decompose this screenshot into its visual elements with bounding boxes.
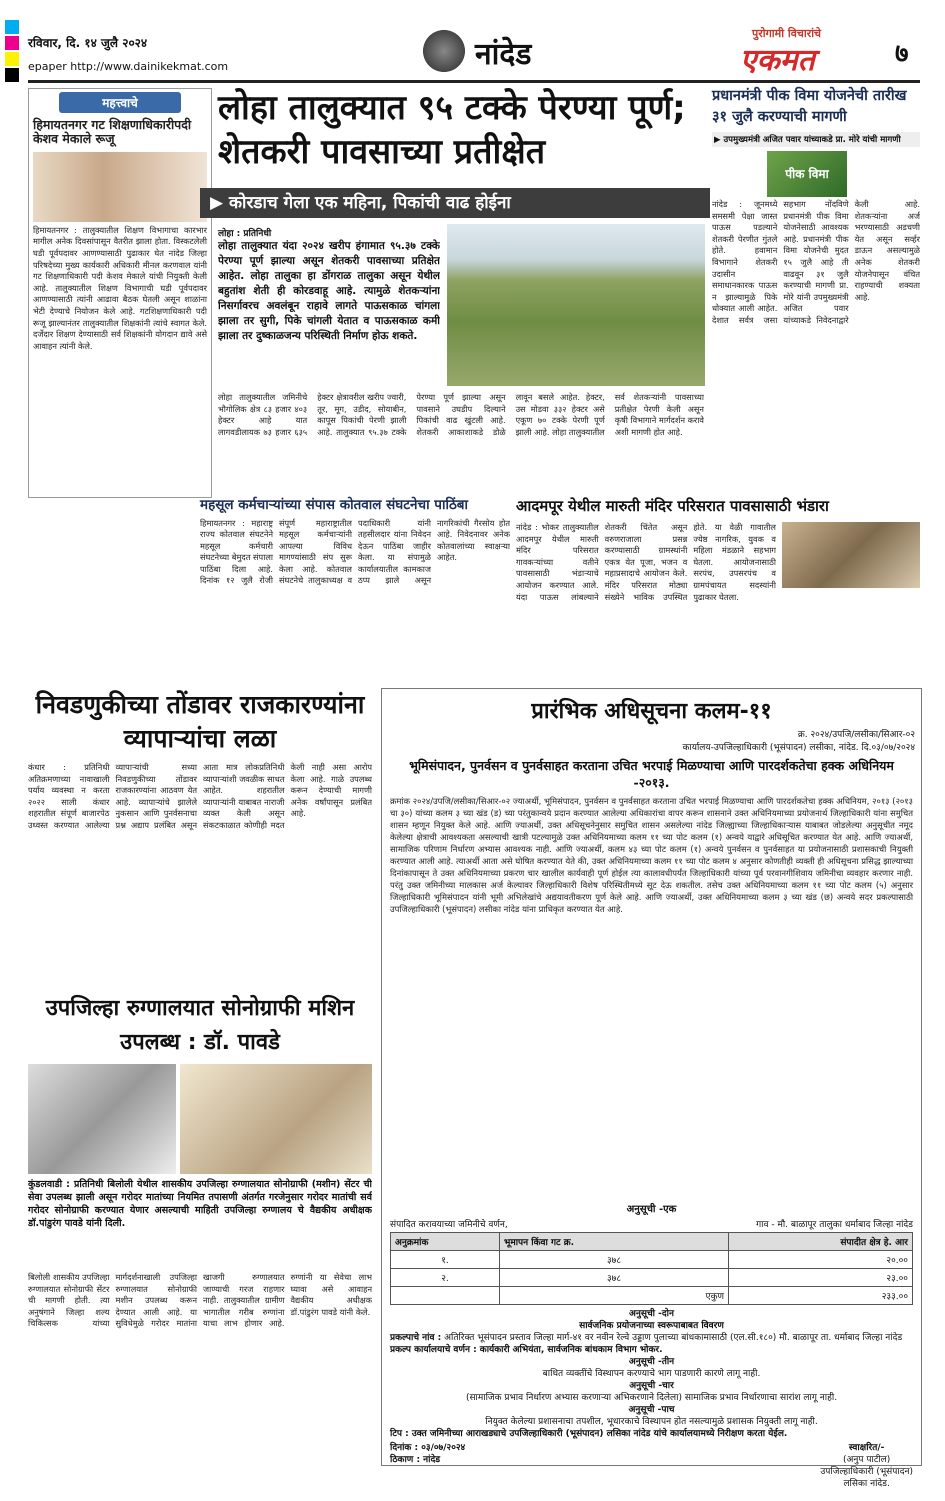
arrow-right-icon: ▶: [210, 193, 224, 213]
project-name: अतिरिक्त भूसंपादन प्रस्ताव जिल्हा मार्ग-४१ वर नवीन रेल्वे उड्डाण पुलाच्या बांधकामासाठी (एल.सी.१८०) मौ. बाळापूर ता. धर्माबाद जिल्हा नांदेड: [444, 1333, 903, 1343]
crop-insurance-body: नांदेड : जूनमध्ये समसमी पेक्षा जास्त पाऊस पडल्याने शेतकरी पेरणीत गुंतले होते. हवामान विभागाने शेतकरी उदासीन समाधानकारक पाऊस न झाल्यामुळे पिके धोक्यात आली आहेत. देशात सर्वत्र जसा सहभाग नोंदविणे प्रधानमंत्री पीक विमा योजनेसाठी आवश्यक आहे. प्रधानमंत्री पीक विमा योजनेची मुदत १५ जुलै आहे ती वाढवून ३१ जुलै करण्याची मागणी प्रा. मोरे यांनी उपमुख्यमंत्री अजित पवार यांच्याकडे निवेदनाद्वारे केली आहे. शेतकऱ्यांना अर्ज भरण्यासाठी अडचणी येत असून सर्व्हर डाऊन असल्यामुळे अनेक शेतकरी योजनेपासून वंचित राहण्याची शक्यता आहे.: [712, 199, 920, 325]
sign-office: लसिका नांदेड.: [843, 1479, 890, 1489]
table-header: भूमापन किंवा गट क्र.: [500, 1233, 729, 1250]
schedule-four-text: (सामाजिक प्रभाव निर्धारण अभ्यास करणाऱ्या अभिकरणाने दिलेला) सामाजिक प्रभाव निर्धारणाचा सारांश लागू नाही.: [465, 1393, 838, 1403]
city-emblem-icon: [418, 28, 470, 74]
schedules: [382, 1305, 921, 1493]
lead-intro: लोहा तालुक्यात यंदा २०२४ खरीप हंगामात ९५.३७ टक्के पेरण्या पूर्ण झाल्या असून शेतकरी पावसाच्या प्रतिक्षेत आहेत. लोहा तालुका हा डोंगराळ तालुका असून येथील बहुतांश शेती ही कोरडवाहू आहे. त्यामुळे शेतकऱ्यांना निसर्गावरच अवलंबून राहावे लागते पाऊसकाळ चांगला झाला तर सुगी, पिके चांगली येतात व पाऊसकाळ कमी झाला तर दुष्काळजन्य परिस्थिती निर्माण होऊ शकते.: [218, 240, 440, 342]
table-caption: [382, 1215, 921, 1232]
hospital-body: बिलोली शासकीय उपजिल्हा रुग्णालयात सोनोग्राफी सेंटर ची मागणी होती. त्या अनुषंगाने जिल्हा शल्य चिकित्सक यांच्या मार्गदर्शनाखाली उपजिल्हा रुग्णालयात सोनोग्राफी मशीन उपलब्ध करून देण्यात आली आहे. या सुविधेमुळे गरोदर मातांना खाजगी रुग्णालयात जाण्याची गरज राहणार नाही. तालुक्यातील ग्रामीण भागातील गरीब रुग्णांना याचा लाभ होणार आहे. रुग्णांनी या सेवेचा लाभ घ्यावा असे आवाहन वैद्यकीय अधीक्षक डॉ.पांडुरंग पावडे यांनी केले.: [28, 1272, 372, 1329]
strike-body: हिमायतनगर : महाराष्ट्र राज्य कोतवाल संघटनेने महसूल कर्मचारी संघटनेच्या बेमुदत संपाला पाठिंबा दिला आहे. दिनांक १२ जुलै रोजी संपूर्ण महाराष्ट्रातील महसूल कर्मचाऱ्यांनी आपल्या विविध मागण्यांसाठी संप सुरू केला आहे. कोतवाल संघटनेचे तालुकाध्यक्ष व पदाधिकारी यांनी तहसीलदार यांना निवेदन देऊन पाठिंबा जाहीर केला. या संपामुळे कार्यालयातील कामकाज ठप्प झाले असून नागरिकांची गैरसोय होत आहे. निवेदनावर अनेक कोतवालांच्या स्वाक्षऱ्या आहेत.: [200, 517, 510, 586]
table-cell: २३.००: [886, 1274, 908, 1284]
table-row: [391, 1251, 912, 1269]
lead-dateline: लोहा : प्रतिनिधी: [218, 229, 272, 239]
table-header: अनुक्रमांक: [391, 1233, 500, 1250]
sidebar-column: [28, 88, 212, 498]
sidebar-title: हिमायतनगर गट शिक्षणाधिकारीपदी केशव मेकाले रूजू: [33, 117, 192, 147]
project-label: प्रकल्पाचे नांव :: [390, 1333, 442, 1343]
schedule-two-label: अनुसूची -दोन: [629, 1309, 674, 1319]
header-rule: [28, 80, 920, 83]
table-row: [391, 1269, 912, 1287]
farm-field-photo: [447, 224, 705, 386]
politics-story: [28, 688, 372, 988]
crop-insurance-image: [767, 151, 847, 197]
notice-place: ठिकाण : नांदेड: [390, 1455, 441, 1465]
schedule-two-sub: सार्वजनिक प्रयोजनाच्या स्वरूपाबाबत विवरण: [579, 1321, 724, 1331]
doctor-photo: [180, 1064, 372, 1174]
table-cell: २०.००: [886, 1256, 908, 1266]
temple-body-cont: [782, 592, 920, 662]
notice-footer: [390, 1442, 913, 1490]
epaper-url[interactable]: epaper http://www.dainikekmat.com: [28, 60, 229, 73]
temple-photo: [782, 522, 920, 588]
table-total-row: [391, 1287, 912, 1304]
hospital-story: [28, 992, 372, 1462]
schedule-five-label: अनुसूची -पाच: [628, 1405, 675, 1415]
table-total-value: २३३.००: [881, 1292, 908, 1302]
cmyk-mark-icon: [5, 36, 19, 50]
edition-date: रविवार, दि. १४ जुलै २०२४: [28, 36, 148, 50]
notice-office: कार्यालय-उपजिल्हाधिकारी (भूसंपादन) लसीका, नांदेड. दि.०३/०७/२०२४: [682, 743, 915, 753]
land-table: [390, 1232, 913, 1305]
lead-intro-box: [218, 226, 440, 386]
sonography-photo: [28, 1064, 372, 1174]
right-story: [712, 86, 920, 496]
cmyk-mark-icon: [5, 20, 19, 34]
cmyk-mark-icon: [5, 52, 19, 66]
crop-insurance-subhead: [712, 132, 920, 147]
logo-tagline: पुरोगामी विचारांचे: [752, 27, 822, 40]
lead-body: लोहा तालुक्यातील जमिनीचे भौगोलिक क्षेत्र ८३ हजार ४०३ हेक्टर आहे यात लागवडीलायक ७३ हजार ६३५ हेक्टर क्षेत्रावरील खरीप ज्वारी, तूर, मूग, उडीद, सोयाबीन, कापूस पिकांची पेरणी झाली आहे. तालुक्यात ९५.३७ टक्के पेरण्या पूर्ण झाल्या असून पावसाने उघडीप दिल्याने पिकांची वाढ खुंटली आहे. शेतकरी आकाशाकडे डोळे लावून बसले आहेत. हेक्टर, उस मोडवा ३३२ हेक्टर असे एकूण ७० टक्के पेरणी पूर्ण झाली आहे. लोहा तालुक्यातील सर्व शेतकऱ्यांनी पावसाच्या प्रतीक्षेत पेरणी केली असून कृषी विभागाने मार्गदर्शन करावे अशी मागणी होत आहे.: [218, 392, 704, 437]
table-caption-left: संपादित करावयाच्या जमिनीचे वर्णन,: [390, 1220, 508, 1230]
strike-story: [200, 498, 510, 678]
table-header-row: [391, 1233, 912, 1251]
sidebar-badge: महत्त्वाचे: [59, 92, 181, 113]
notice-act: भूमिसंपादन, पुनर्वसन व पुनर्वसाहत करताना उचित भरपाई मिळण्याचा आणि पारदर्शकतेचा हक्क अधिनियम -२०१३.: [409, 758, 894, 790]
table-cell: ३७८: [500, 1251, 729, 1268]
arrow-right-icon: ▶: [714, 135, 721, 145]
project-line: [390, 1332, 913, 1344]
lead-subhead: [200, 188, 710, 218]
notice-body: क्रमांक २०२४/उपजि/लसीका/सिआर-०२ ज्याअर्थी, भूमिसंपादन, पुनर्वसन व पुनर्वसाहत करताना उचित भरपाई मिळण्याचा आणि पारदर्शकतेचा हक्क अधिनियम, २०१३ (२०१३ चा ३०) यांच्या कलम ३ च्या खंड (ड) च्या परंतुकान्वये प्रदान करण्यात आलेल्या अधिकारांचा वापर करून शासनाने उक्त अधिनियमाच्या प्रयोजनार्थ जिल्हाधिकारी यांना समुचित शासन म्हणून नियुक्त केले आहे. आणि ज्याअर्थी, उक्त अधिसूचनेनुसार समुचित शासन असलेल्या नांदेड जिल्ह्याच्या जिल्हाधिकाऱ्यास याबाबत जोडलेल्या अनुसूचीत नमूद केलेल्या क्षेत्राची आवश्यकता असल्याची खात्री पटल्यामुळे उक्त अधिनियमाच्या कलम ११ च्या पोट कलम (१) अन्वये याद्वारे अधिसूचित करण्यात येत आहे. आणि ज्याअर्थी, सामाजिक परिणाम निर्धारण अभ्यास आवश्यक नाही. आणि ज्याअर्थी, कलम ४३ च्या पोट कलम (१) अन्वये पुनर्वसन व पुनर्वसाहत या प्रयोजनासाठी प्रशासकाची नियुक्ती करण्यात आली आहे. त्याअर्थी आता असे घोषित करण्यात येते की, उक्त अधिनियमाच्या कलम ११ च्या पोट कलम ४ अनुसार कोणतीही व्यक्ती ही अधिसूचना प्रसिद्ध झाल्याच्या दिनांकापासून ते उक्त अधिनियमाच्या प्रकरण चार खालील कार्यवाही पूर्ण होईल त्या कालावधीपर्यंत जिल्हाधिकारी यांच्या पूर्व परवानगीशिवाय जमिनीचा व्यवहार करणार नाही. परंतु उक्त जमिनीच्या मालकास अर्ज केल्यावर जिल्हाधिकारी विशेष परिस्थितीमध्ये सूट देऊ शकतील. तसेच उक्त अधिनियमाच्या कलम ११ च्या पोट कलम (५) अनुसार जिल्हाधिकारी भूमिसंपादन यांनी भूमी अभिलेखांचे अद्ययावतीकरण पूर्ण केले आहे. आणि ज्याअर्थी, उक्त अधिनियमाच्या कलम ३ च्या खंड (छ) अन्वये सदर प्रकल्पासाठी उपजिल्हाधिकारी (भूसंपादन) लसीका नांदेड यांना प्राधिकृत करण्यात येत आहे.: [390, 796, 913, 914]
sidebar-body: हिमायतनगर : तालुक्यातील शिक्षण विभागाचा कारभार मागील अनेक दिवसांपासून वैतरीत झाला होता. विस्कटलेली घडी पूर्वपदावर आणण्यासाठी पुढाकार घेत नांदेड जिल्हा परिषदेच्या मुख्य कार्यकारी अधिकारी मीनल करणवाल यांनी गट शिक्षणाधिकारी पदी केशव मेकाले यांची नियुक्ती केली आहे. तालुक्यातील शिक्षण विभागाची घडी पूर्वपदावर आणण्यासाठी त्यांनी आढावा बैठक घेतली असून शाळांना भेटी देण्याचे नियोजन केले आहे. गटशिक्षणाधिकारी पदी रूजू झाल्यानंतर तालुक्यातील शिक्षकांनी त्यांचे स्वागत केले. दर्जेदार शिक्षण देण्यासाठी सर्व शिक्षकांनी योगदान द्यावे असे आवाहन त्यांनी केले.: [33, 224, 207, 351]
crop-insurance-image-label: पीक विमा: [785, 167, 829, 181]
table-cell: २.: [391, 1269, 500, 1286]
table-header: संपादीत क्षेत्र हे. आर: [840, 1238, 908, 1248]
schedule-three-text: बाधित व्यक्तींचे विस्थापन करण्याचे भाग पाडणारी कारणे लागू नाही.: [542, 1369, 761, 1379]
sonography-machine-image: [28, 1064, 176, 1174]
sign-label: स्वाक्षरित/-: [848, 1443, 885, 1453]
schedule-four-label: अनुसूची -चार: [629, 1381, 674, 1391]
page-number: ७: [895, 39, 909, 69]
temple-headline: आदमपूर येथील मारुती मंदिर परिसरात पावसासाठी भंडारा: [516, 497, 829, 515]
crop-insurance-headline: प्रधानमंत्री पीक विमा योजनेची तारीख ३१ जुलै करण्याची मागणी: [712, 88, 907, 125]
notice-tip: टिप : उक्त जमिनीच्या आराखड्याचे उपजिल्हाधिकारी (भूसंपादन) लसिका नांदेड यांचे कार्यालयामध्ये निरीक्षण करता येईल.: [390, 1429, 788, 1439]
crop-insurance-subhead-text: उपमुख्यमंत्री अजित पवार यांच्याकडे प्रा. मोरे यांची मागणी: [723, 135, 901, 145]
notice-title: प्रारंभिक अधिसूचना कलम-११: [531, 699, 772, 724]
section-city: नांदेड: [475, 37, 532, 72]
sign-title: उपजिल्हाधिकारी (भूसंपादन): [820, 1467, 913, 1477]
cmyk-mark-icon: [5, 68, 19, 82]
hospital-lead: कुंडलवाडी : प्रतिनिधी बिलोली येथील शासकीय उपजिल्हा रुग्णालयात सोनोग्राफी (मशीन) सेंटर ची सेवा उपलब्ध झाली असून गरोदर मातांच्या नियमित तपासणी अंतर्गत गरजेनुसार गरोदर मातांची सर्व गरोदर सोनोग्राफी करण्यात येणार असल्याची माहिती उपजिल्हा रुग्णालय चे वैद्यकीय अधीक्षक डॉ.पांडुरंग पावडे यांनी दिली.: [28, 1179, 372, 1229]
lead-headline: लोहा तालुक्यात ९५ टक्के पेरण्या पूर्ण; शेतकरी पावसाच्या प्रतीक्षेत: [218, 88, 686, 172]
lead-subhead-text: कोरडाच गेला एक महिना, पिकांची वाढ होईना: [229, 193, 511, 213]
table-caption-right: गाव - मौ. बाळापूर तालुका धर्माबाद जिल्हा नांदेड: [756, 1220, 913, 1230]
office-desc: प्रकल्प कार्यालयाचे वर्णन : कार्यकारी अभियंता, सार्वजनिक बांधकाम विभाग भोकर.: [390, 1345, 663, 1355]
table-total-label: एकुण: [500, 1287, 729, 1304]
table-cell: ३७८: [500, 1269, 729, 1286]
politics-body: कंधार : प्रतिनिधी अतिक्रमणाच्या नावाखाली पर्याय व्यवस्था न करता २०२२ साली कंधार शहरातील संपूर्ण बाजारपेठ उध्वस्त करण्यात आलेल्या व्यापाऱ्यांची सध्या निवडणुकीच्या तोंडावर राजकारण्यांना आठवण येत आहे. व्यापाऱ्यांचे झालेले नुकसान आणि पुनर्वसनाचा प्रश्न अद्याप प्रलंबित असून आता मात्र लोकप्रतिनिधी व्यापाऱ्यांशी जवळीक साधत आहेत. शहरातील व्यापाऱ्यांनी याबाबत नाराजी व्यक्त केली असून संकटकाळात कोणीही मदत केली नाही असा आरोप केला आहे. गाळे उपलब्ध करून देण्याची मागणी अनेक वर्षांपासून प्रलंबित आहे.: [28, 762, 372, 830]
sidebar-photo: [33, 152, 207, 222]
land-acquisition-notice: [381, 688, 922, 1489]
table-cell: १.: [391, 1251, 500, 1268]
politics-headline: निवडणुकीच्या तोंडावर राजकारण्यांना व्यापाऱ्यांचा लळा: [35, 690, 365, 753]
schedule-five-text: नियुक्त केलेल्या प्रशासनाचा तपशील, भूधारकाचे विस्थापन होत नसल्यामुळे प्रशासक नियुक्ती लागू नाही.: [485, 1417, 818, 1427]
schedule-three-label: अनुसूची -तीन: [628, 1357, 675, 1367]
newspaper-logo: एकमत: [740, 43, 815, 78]
sign-name: (अनुप पाटील): [843, 1455, 891, 1465]
schedule-one-label: अनुसूची -एक: [626, 1204, 677, 1215]
hospital-headline: उपजिल्हा रुग्णालयात सोनोग्राफी मशिन उपलब्ध : डॉ. पावडे: [45, 996, 355, 1055]
notice-date: दिनांक : ०३/०७/२०२४: [390, 1443, 466, 1453]
temple-body: नांदेड : भोकर तालुक्यातील आदमपूर येथील मारुती मंदिर परिसरात गावकऱ्यांच्या वतीने पावसासाठी भंडाऱ्याचे आयोजन करण्यात आले. यंदा पाऊस लांबल्याने शेतकरी चिंतेत असून वरुणराजाला प्रसन्न करण्यासाठी ग्रामस्थांनी एकत्र येत पूजा, भजन व महाप्रसादाचे आयोजन केले. मंदिर परिसरात मोठ्या संख्येने भाविक उपस्थित होते. या वेळी गावातील ज्येष्ठ नागरिक, युवक व महिला मंडळाने सहभाग घेतला. आयोजनासाठी सरपंच, उपसरपंच व ग्रामपंचायत सदस्यांनी पुढाकार घेतला.: [516, 522, 776, 602]
strike-headline: महसूल कर्मचाऱ्यांच्या संपास कोतवाल संघटनेचा पाठिंबा: [200, 497, 469, 513]
temple-story: [516, 498, 920, 678]
notice-ref: क्र. २०२४/उपजि/लसीका/सिआर-०२: [797, 730, 915, 740]
